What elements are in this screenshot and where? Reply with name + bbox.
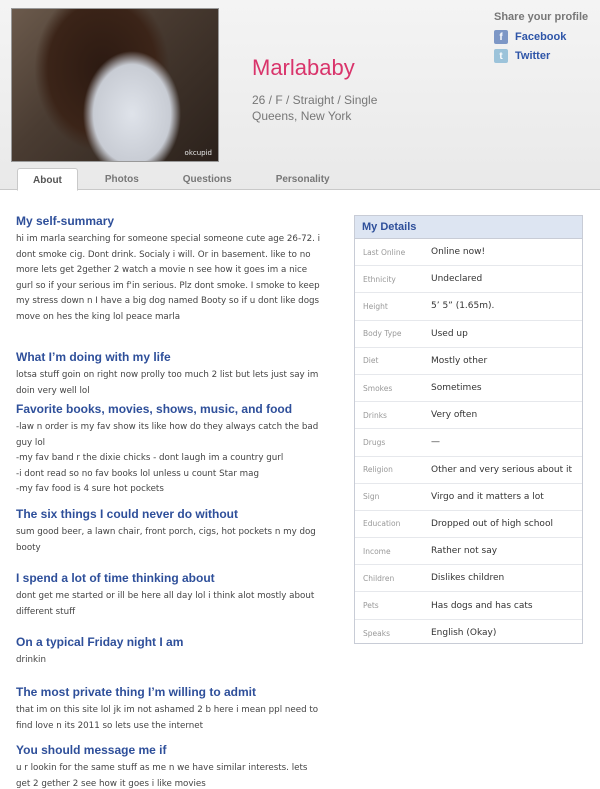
share-facebook-link[interactable] <box>494 30 600 44</box>
essay-title: On a typical Friday night I am <box>16 635 184 649</box>
share-facebook-label: Facebook <box>515 31 567 43</box>
username: Marlababy <box>252 55 355 80</box>
share-twitter-label: Twitter <box>515 50 551 62</box>
share-title: Share your profile <box>494 11 589 23</box>
detail-row-smokes <box>355 375 582 402</box>
detail-label: Body Type <box>363 329 402 339</box>
essay-title: You should message me if <box>16 743 167 757</box>
detail-label: Ethnicity <box>363 274 396 284</box>
essay-text: hi im marla searching for someone special someone cute age 26-72. i dont smoke cig. Dont drink. Socialy i will. Or in basement. like to no more lets get 2gether 2 watch a movie n see how it goes im a nice gurl so if your serious im f'in serious. Plz dont smoke. I smoke to keep my stress down n I have a big dog named Booty so if u dont like dogs move on hes the king lol peace marla <box>16 234 321 322</box>
detail-value: Dropped out of high school <box>431 518 553 529</box>
detail-label: Religion <box>363 465 393 475</box>
essay-text: u r lookin for the same stuff as me n we have similar interests. lets get 2 gether 2 see how it goes i like movies <box>16 763 308 789</box>
essay-friday-night <box>16 635 346 685</box>
essay-title: What I’m doing with my life <box>16 350 171 364</box>
profile-photo[interactable] <box>11 8 219 162</box>
detail-value: Very often <box>431 410 478 421</box>
profile-location: Queens, New York <box>252 109 352 123</box>
detail-label: Height <box>363 301 388 311</box>
my-details-panel <box>354 215 583 644</box>
detail-label: Income <box>363 546 391 556</box>
essay-message-me-if <box>16 743 346 789</box>
detail-value: — <box>431 437 440 448</box>
detail-row-drinks <box>355 402 582 429</box>
share-twitter-link[interactable] <box>494 49 600 63</box>
share-profile-panel <box>494 11 600 68</box>
essay-favorites <box>16 402 346 507</box>
detail-label: Sign <box>363 492 380 502</box>
detail-row-height <box>355 293 582 320</box>
essay-text: that im on this site lol jk im not ashamed 2 b here i mean ppl need to find love n its 2011 so lets use the internet <box>16 705 319 731</box>
detail-row-speaks <box>355 620 582 647</box>
profile-basics: 26 / F / Straight / Single <box>252 93 378 107</box>
tab-about[interactable]: About <box>17 168 78 191</box>
detail-label: Drinks <box>363 410 387 420</box>
detail-value: Other and very serious about it <box>431 464 573 475</box>
detail-label: Speaks <box>363 628 390 638</box>
essay-title: I spend a lot of time thinking about <box>16 571 215 585</box>
detail-value: 5’ 5” (1.65m). <box>431 301 495 312</box>
facebook-icon: f <box>494 30 508 44</box>
detail-label: Pets <box>363 601 379 611</box>
detail-label: Smokes <box>363 383 393 393</box>
detail-value: English (Okay) <box>431 628 497 639</box>
tab-personality[interactable]: Personality <box>275 174 330 185</box>
detail-label: Children <box>363 573 395 583</box>
twitter-icon: t <box>494 49 508 63</box>
detail-value: Mostly other <box>431 355 488 366</box>
detail-row-last-online <box>355 239 582 266</box>
detail-value: Used up <box>431 328 468 339</box>
essay-text: -law n order is my fav show its like how do they always catch the bad guy lol -my fav band r the dixie chicks - dont laugh im a country gurl -i dont read so no fav books lol unless u count Star mag -my fav food is 4 sure hot pockets <box>16 422 319 495</box>
detail-value: Rather not say <box>431 546 498 557</box>
detail-row-drugs <box>355 429 582 456</box>
profile-tabs <box>17 168 359 191</box>
detail-value: Undeclared <box>431 274 483 285</box>
detail-row-income <box>355 538 582 565</box>
essay-doing-with-life <box>16 350 346 402</box>
detail-row-pets <box>355 592 582 619</box>
essay-self-summary <box>16 214 346 350</box>
essay-text: lotsa stuff goin on right now prolly too much 2 list but lets just say im doin very well lol <box>16 370 319 396</box>
detail-value: Virgo and it matters a lot <box>431 491 544 502</box>
detail-value: Dislikes children <box>431 573 505 584</box>
profile-header <box>0 0 600 190</box>
detail-value: Online now! <box>431 247 486 258</box>
essay-column <box>16 214 346 789</box>
detail-row-ethnicity <box>355 266 582 293</box>
detail-label: Last Online <box>363 247 406 257</box>
detail-row-children <box>355 565 582 592</box>
detail-row-sign <box>355 484 582 511</box>
essay-private-thing <box>16 685 346 743</box>
essay-thinking-about <box>16 571 346 635</box>
detail-row-religion <box>355 457 582 484</box>
essay-title: Favorite books, movies, shows, music, and food <box>16 402 293 416</box>
essay-title: The most private thing I’m willing to admit <box>16 685 257 699</box>
essay-title: The six things I could never do without <box>16 507 239 521</box>
essay-six-things <box>16 507 346 571</box>
detail-value: Sometimes <box>431 383 482 394</box>
photo-watermark: okcupid <box>184 149 212 157</box>
details-title: My Details <box>355 216 582 239</box>
detail-label: Diet <box>363 356 379 366</box>
essay-text: drinkin <box>16 655 46 665</box>
essay-text: dont get me started or ill be here all day lol i think alot mostly about different stuff <box>16 591 315 617</box>
detail-row-body-type <box>355 321 582 348</box>
detail-row-education <box>355 511 582 538</box>
detail-label: Education <box>363 519 401 529</box>
essay-title: My self-summary <box>16 214 115 228</box>
tab-questions[interactable]: Questions <box>182 174 232 185</box>
tab-photos[interactable]: Photos <box>104 174 139 185</box>
essay-text: sum good beer, a lawn chair, front porch, cigs, hot pockets n my dog booty <box>16 527 316 553</box>
detail-label: Drugs <box>363 437 386 447</box>
detail-value: Has dogs and has cats <box>431 600 533 611</box>
detail-row-diet <box>355 348 582 375</box>
